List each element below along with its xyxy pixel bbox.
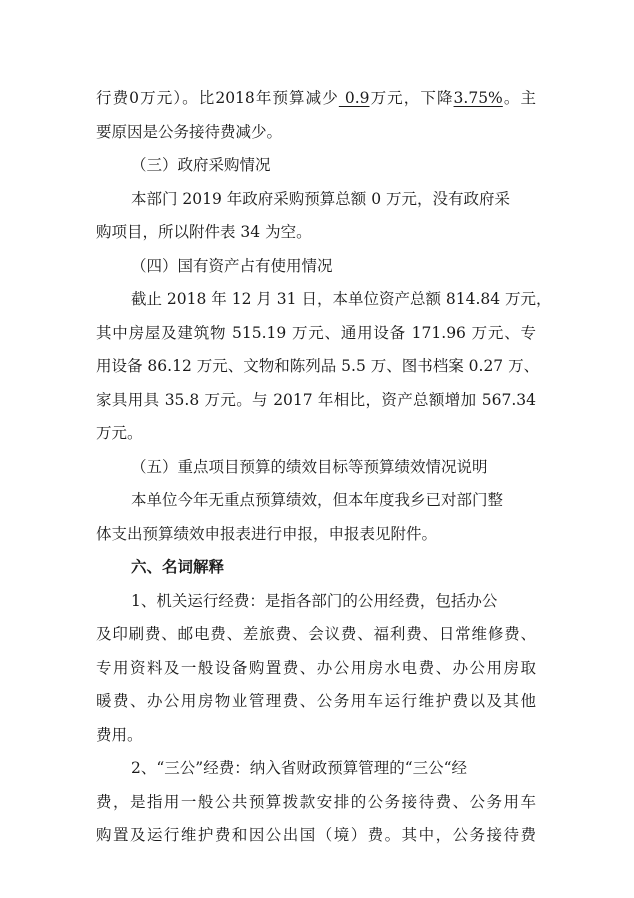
paragraph-line-16: 1、机关运行经费：是指各部门的公用经费，包括办公	[131, 592, 498, 610]
section-heading-performance: （五）重点项目预算的绩效目标等预算绩效情况说明	[131, 458, 488, 476]
paragraph-line-14: 体支出预算绩效申报表进行申报，申报表见附件。	[96, 525, 438, 543]
paragraph-line-5: 购项目，所以附件表 34 为空。	[96, 223, 312, 241]
paragraph-line-9: 用设备 86.12 万元、文物和陈列品 5.5 万、图书档案 0.27 万、	[96, 357, 540, 375]
paragraph-line-7: 截止 2018 年 12 月 31 日，本单位资产总额 814.84 万元，	[131, 290, 552, 308]
paragraph-line-23: 购置及运行维护费和因公出国（境）费。其中，公务接待费	[96, 826, 536, 844]
paragraph-line-4: 本部门 2019 年政府采购预算总额 0 万元，没有政府采	[131, 190, 511, 208]
section-heading-glossary: 六、名词解释	[131, 558, 225, 576]
line-1-text-mid: 万元，下降	[369, 89, 454, 107]
line-1-text: 行费0万元）。比2018年预算减少	[96, 89, 339, 107]
section-heading-procurement: （三）政府采购情况	[131, 156, 271, 174]
paragraph-line-1	[96, 88, 536, 108]
paragraph-line-18: 专用资料及一般设备购置费、办公用房水电费、办公用房取	[96, 659, 536, 677]
paragraph-line-20: 费用。	[96, 726, 143, 744]
paragraph-line-21: 2、“三公”经费：纳入省财政预算管理的“三公“经	[131, 759, 468, 777]
paragraph-line-13: 本单位今年无重点预算绩效，但本年度我乡已对部门整	[131, 491, 504, 509]
decline-percent: 3.75%	[453, 89, 503, 107]
paragraph-line-8: 其中房屋及建筑物 515.19 万元、通用设备 171.96 万元、专	[96, 324, 536, 342]
section-heading-assets: （四）国有资产占有使用情况	[131, 257, 333, 275]
line-1-text-end: 。主	[502, 89, 536, 107]
paragraph-line-19: 暖费、办公用房物业管理费、公务用车运行维护费以及其他	[96, 692, 536, 710]
paragraph-line-17: 及印刷费、邮电费、差旅费、会议费、福利费、日常维修费、	[96, 625, 536, 643]
paragraph-line-22: 费，是指用一般公共预算拨款安排的公务接待费、公务用车	[96, 793, 536, 811]
paragraph-line-10: 家具用具 35.8 万元。与 2017 年相比，资产总额增加 567.34	[96, 391, 536, 409]
paragraph-line-11: 万元。	[96, 424, 143, 442]
reduction-amount: 0.9	[338, 89, 370, 107]
paragraph-line-2: 要原因是公务接待费减少。	[96, 123, 283, 141]
